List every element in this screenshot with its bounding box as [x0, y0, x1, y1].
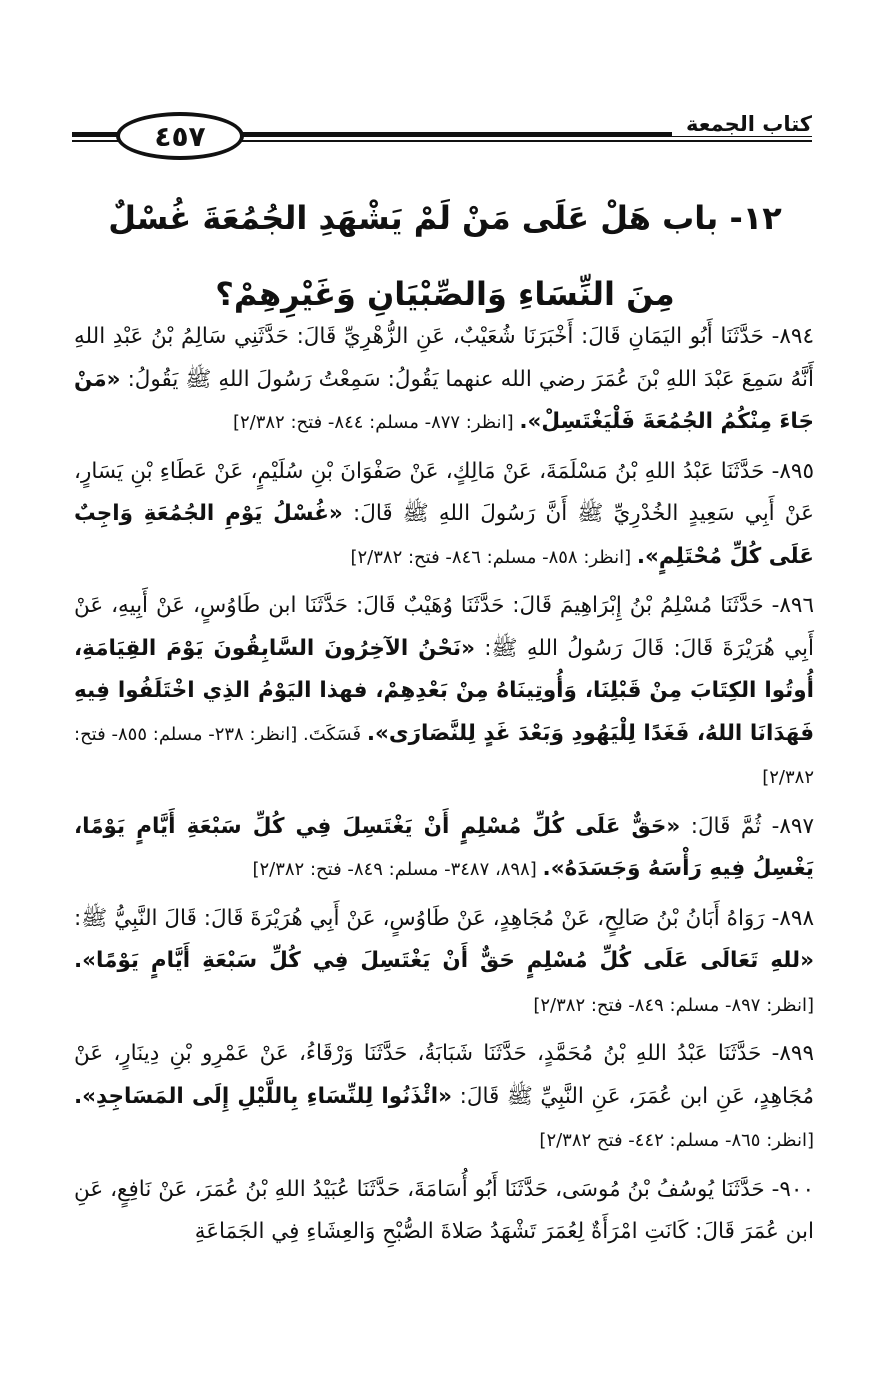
- hadith-paragraph-899: [74, 1033, 814, 1163]
- cross-reference: فَسَكَتَ. [انظر: ٢٣٨- مسلم: ٨٥٥- فتح: ٢/٣٨٢]: [74, 723, 814, 788]
- running-header: [72, 108, 812, 164]
- narration-chain: ٨٩٤- حَدَّثَنَا أَبُو اليَمَانِ قَالَ: أَخْبَرَنَا شُعَيْبٌ، عَنِ الزُّهْرِيِّ قَالَ: حَدَّثَنِي سَالِمُ بْنُ عَبْدِ اللهِ أَنَّهُ سَمِعَ عَبْدَ اللهِ بْنَ عُمَرَ رضي الله عنهما يَقُولُ: سَمِعْتُ رَسُولَ اللهِ ﷺ يَقُولُ:: [74, 324, 814, 392]
- chapter-heading-line-2: مِنَ النِّسَاءِ وَالصِّبْيَانِ وَغَيْرِهِمْ؟: [215, 275, 675, 313]
- chapter-heading: [60, 180, 830, 332]
- cross-reference: [انظر: ٨٦٥- مسلم: ٤٤٢- فتح ٢/٣٨٢]: [539, 1130, 814, 1151]
- hadith-paragraph-895: [74, 451, 814, 580]
- narration-chain: ٨٩٧- ثُمَّ قَالَ:: [680, 813, 814, 839]
- book-title: كتاب الجمعة: [672, 112, 812, 136]
- hadith-paragraph-897: [74, 806, 814, 892]
- hadith-text: «ائْذَنُوا لِلنِّسَاءِ بِاللَّيْلِ إِلَى المَسَاجِدِ».: [74, 1083, 453, 1109]
- hadith-paragraph-894: [74, 316, 814, 445]
- hadith-text: «غُسْلُ يَوْمِ الجُمُعَةِ وَاجِبٌ عَلَى كُلِّ مُحْتَلِمٍ».: [74, 501, 814, 569]
- cross-reference: [انظر: ٨٩٧- مسلم: ٨٤٩- فتح: ٢/٣٨٢]: [533, 994, 814, 1016]
- cross-reference: [انظر: ٨٥٨- مسلم: ٨٤٦- فتح: ٢/٣٨٢]: [350, 546, 637, 568]
- body-text: [74, 316, 814, 1260]
- hadith-paragraph-896: [74, 585, 814, 800]
- hadith-text: «للهِ تَعَالَى عَلَى كُلِّ مُسْلِمٍ حَقٌّ أَنْ يَغْتَسِلَ فِي كُلِّ سَبْعَةِ أَيَّامٍ يَوْمًا».: [74, 948, 814, 973]
- narration-chain: ٩٠٠- حَدَّثَنَا يُوسُفُ بْنُ مُوسَى، حَدَّثَنَا أَبُو أُسَامَةَ، حَدَّثَنَا عُبَيْدُ اللهِ بْنُ عُمَرَ، عَنْ نَافِعٍ، عَنِ ابن عُمَرَ قَالَ: كَانَتِ امْرَأَةٌ لِعُمَرَ تَشْهَدُ صَلاةَ الصُّبْحِ وَالعِشَاءِ فِي الجَمَاعَةِ: [74, 1176, 814, 1244]
- page-number: ٤٥٧: [116, 112, 244, 160]
- hadith-paragraph-898: [74, 898, 814, 1028]
- hadith-text: «نَحْنُ الآخِرُونَ السَّابِقُونَ يَوْمَ القِيَامَةِ، أُوتُوا الكِتَابَ مِنْ قَبْلِنَا، وَأُوتِينَاهُ مِنْ بَعْدِهِمْ، فهذا اليَوْمُ الذِي اخْتَلَفُوا فِيهِ فَهَدَانَا اللهُ، فَغَدًا لِلْيَهُودِ وَبَعْدَ غَدٍ لِلنَّصَارَى».: [74, 635, 815, 746]
- narration-chain: ٨٩٨- رَوَاهُ أَبَانُ بْنُ صَالِحٍ، عَنْ مُجَاهِدٍ، عَنْ طَاوُسٍ، عَنْ أَبِي هُرَيْرَةَ قَالَ: قَالَ النَّبِيُّ ﷺ:: [74, 905, 814, 931]
- hadith-text: «حَقٌّ عَلَى كُلِّ مُسْلِمٍ أَنْ يَغْتَسِلَ فِي كُلِّ سَبْعَةِ أَيَّامٍ يَوْمًا، يَغْسِلُ فِيهِ رَأْسَهُ وَجَسَدَهُ».: [74, 813, 814, 881]
- narration-chain: ٨٩٩- حَدَّثَنَا عَبْدُ اللهِ بْنُ مُحَمَّدٍ، حَدَّثَنَا شَبَابَةُ، حَدَّثَنَا وَرْقَاءُ، عَنْ عَمْرِو بْنِ دِينَارٍ، عَنْ مُجَاهِدٍ، عَنِ ابن عُمَرَ، عَنِ النَّبِيِّ ﷺ قَالَ:: [74, 1041, 814, 1109]
- hadith-text: «مَنْ جَاءَ مِنْكُمُ الجُمُعَةَ فَلْيَغْتَسِلْ».: [74, 366, 814, 434]
- narration-chain: ٨٩٦- حَدَّثَنَا مُسْلِمُ بْنُ إِبْرَاهِيمَ قَالَ: حَدَّثَنَا وُهَيْبٌ قَالَ: حَدَّثَنَا ابن طَاوُسٍ، عَنْ أَبِيهِ، عَنْ أَبِي هُرَيْرَةَ قَالَ: قَالَ رَسُولُ اللهِ ﷺ:: [74, 593, 814, 661]
- chapter-heading-line-1: ١٢- باب هَلْ عَلَى مَنْ لَمْ يَشْهَدِ الجُمُعَةَ غُسْلٌ: [108, 199, 782, 237]
- cross-reference: [٨٩٨، ٣٤٨٧- مسلم: ٨٤٩- فتح: ٢/٣٨٢]: [252, 859, 543, 880]
- hadith-paragraph-900: [74, 1169, 814, 1254]
- narration-chain: ٨٩٥- حَدَّثَنَا عَبْدُ اللهِ بْنُ مَسْلَمَةَ، عَنْ مَالِكٍ، عَنْ صَفْوَانَ بْنِ سُلَيْمٍ، عَنْ عَطَاءِ بْنِ يَسَارٍ، عَنْ أَبِي سَعِيدٍ الخُدْرِيِّ ﷺ أَنَّ رَسُولَ اللهِ ﷺ قَالَ:: [74, 458, 814, 526]
- cross-reference: [انظر: ٨٧٧- مسلم: ٨٤٤- فتح: ٢/٣٨٢]: [232, 412, 520, 433]
